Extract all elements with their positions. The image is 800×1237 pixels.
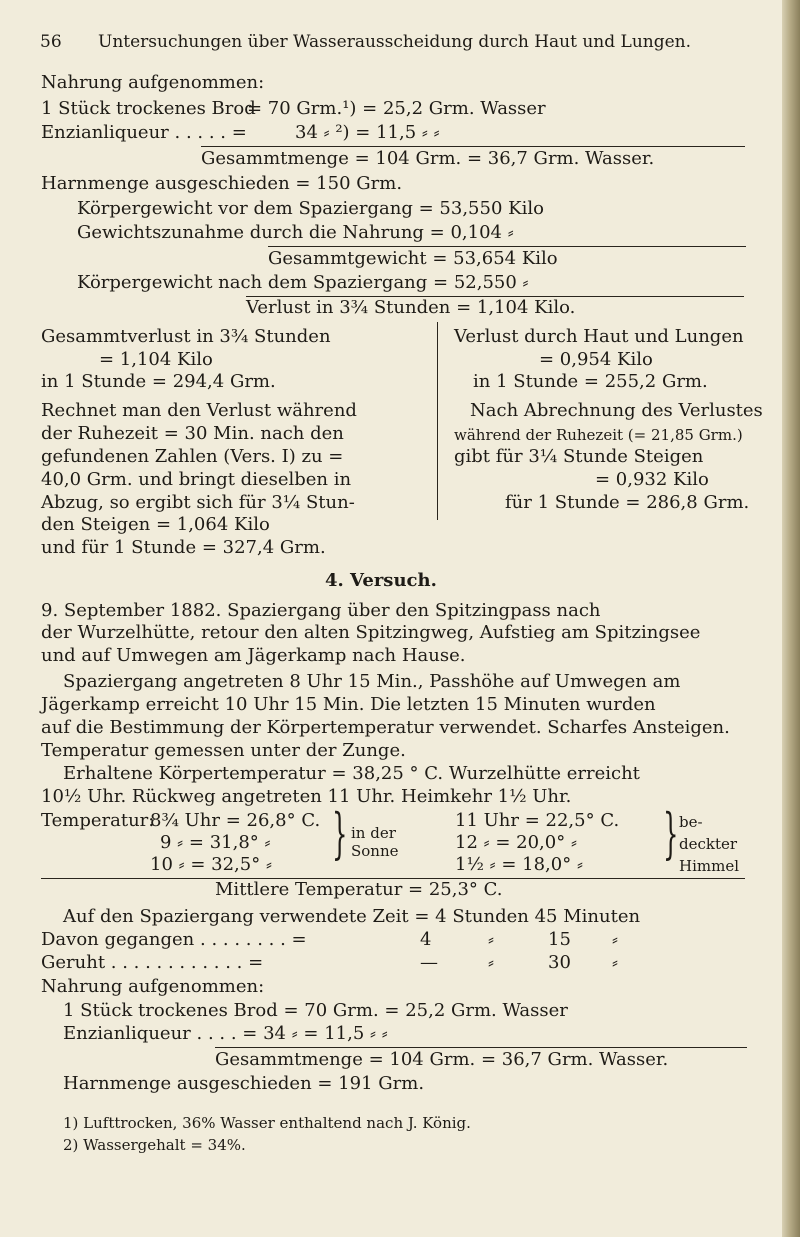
bedeckter-label: be-	[679, 813, 703, 831]
right-col-line: Verlust durch Haut und Lungen	[454, 326, 744, 347]
body-line: Spaziergang angetreten 8 Uhr 15 Min., Passhöhe auf Umwegen am	[63, 671, 681, 692]
harnmenge: Harnmenge ausgeschieden = 191 Grm.	[63, 1073, 425, 1094]
sum-rule	[215, 1047, 747, 1048]
left-col-line: Rechnet man den Verlust während	[41, 400, 357, 421]
intake-heading: Nahrung aufgenommen:	[41, 976, 265, 997]
right-col-line: für 1 Stunde = 286,8 Grm.	[505, 492, 750, 513]
koerpergewicht-nach: Körpergewicht nach dem Spaziergang = 52,550 ⸗	[77, 272, 529, 293]
body-line: der Wurzelhütte, retour den alten Spitzingweg, Aufstieg am Spitzingsee	[41, 622, 701, 643]
right-col-line: = 0,932 Kilo	[595, 469, 709, 490]
temp-sun-row: 9 ⸗ = 31,8° ⸗	[160, 832, 271, 853]
gegangen-hours: 4	[420, 929, 432, 950]
body-line: Jägerkamp erreicht 10 Uhr 15 Min. Die letzten 15 Minuten wurden	[41, 694, 656, 715]
enzian-value: 34 ⸗ ²) = 11,5 ⸗ ⸗	[295, 122, 440, 143]
gewichtszunahme: Gewichtszunahme durch die Nahrung = 0,104 ⸗	[77, 222, 514, 243]
body-line: 9. September 1882. Spaziergang über den Spitzingpass nach	[41, 600, 601, 621]
left-col-line: 40,0 Grm. und bringt dieselben in	[41, 469, 352, 490]
intake-heading: Nahrung aufgenommen:	[41, 72, 265, 93]
geruht-minutes: 30	[548, 952, 571, 973]
right-col-line: Nach Abrechnung des Verlustes	[470, 400, 763, 421]
left-col-line: gefundenen Zahlen (Vers. I) zu =	[41, 446, 344, 467]
right-col-line: in 1 Stunde = 255,2 Grm.	[473, 371, 708, 392]
left-col-line: Gesammtverlust in 3¾ Stunden	[41, 326, 331, 347]
section-title: 4. Versuch.	[325, 570, 437, 591]
gegangen-ditto: ⸗	[488, 929, 494, 950]
left-col-line: = 1,104 Kilo	[99, 349, 213, 370]
koerpergewicht-vor: Körpergewicht vor dem Spaziergang = 53,550 Kilo	[77, 198, 544, 219]
brace-right-icon: }	[332, 802, 348, 865]
right-col-line: während der Ruhezeit (= 21,85 Grm.)	[454, 426, 743, 444]
footnote: 2) Wassergehalt = 34%.	[63, 1136, 246, 1154]
zeit-line: Auf den Spaziergang verwendete Zeit = 4 Stunden 45 Minuten	[63, 906, 641, 927]
left-col-line: Abzug, so ergibt sich für 3¼ Stun-	[41, 492, 355, 513]
bedeckter-label: Himmel	[679, 857, 739, 875]
temp-cloud-row: 11 Uhr = 22,5° C.	[455, 810, 620, 831]
body-line: und auf Umwegen am Jägerkamp nach Hause.	[41, 645, 466, 666]
brot-label: 1 Stück trockenes Brod	[41, 98, 256, 119]
brot-value: = 70 Grm.¹) = 25,2 Grm. Wasser	[247, 98, 546, 119]
enzian-line: Enzianliqueur . . . . = 34 ⸗ = 11,5 ⸗ ⸗	[63, 1023, 388, 1044]
geruht-ditto: ⸗	[612, 952, 618, 973]
verlust-total: Verlust in 3¾ Stunden = 1,104 Kilo.	[246, 297, 576, 318]
left-col-line: in 1 Stunde = 294,4 Grm.	[41, 371, 276, 392]
brot-line: 1 Stück trockenes Brod = 70 Grm. = 25,2 Grm. Wasser	[63, 1000, 568, 1021]
page-number: 56	[40, 32, 62, 52]
gegangen-ditto: ⸗	[612, 929, 618, 950]
gegangen-minutes: 15	[548, 929, 571, 950]
temp-cloud-row: 1½ ⸗ = 18,0° ⸗	[455, 854, 583, 875]
body-line: 10½ Uhr. Rückweg angetreten 11 Uhr. Heimkehr 1½ Uhr.	[41, 786, 572, 807]
body-line: auf die Bestimmung der Körpertemperatur verwendet. Scharfes Ansteigen.	[41, 717, 730, 738]
temp-cloud-row: 12 ⸗ = 20,0° ⸗	[455, 832, 577, 853]
page-edge	[782, 0, 800, 1237]
geruht-ditto: ⸗	[488, 952, 494, 973]
left-col-line: den Steigen = 1,064 Kilo	[41, 514, 270, 535]
geruht-label: Geruht . . . . . . . . . . . . =	[41, 952, 264, 973]
sum-rule	[201, 146, 745, 147]
running-title: Untersuchungen über Wasserausscheidung durch Haut und Lungen.	[98, 32, 692, 52]
left-col-line: und für 1 Stunde = 327,4 Grm.	[41, 537, 326, 558]
temp-sun-row: 8¾ Uhr = 26,8° C.	[150, 810, 321, 831]
body-line: Temperatur gemessen unter der Zunge.	[41, 740, 406, 761]
right-col-line: gibt für 3¼ Stunde Steigen	[454, 446, 704, 467]
right-col-line: = 0,954 Kilo	[539, 349, 653, 370]
body-line: Erhaltene Körpertemperatur = 38,25 ° C. Wurzelhütte erreicht	[63, 763, 640, 784]
gegangen-label: Davon gegangen . . . . . . . . =	[41, 929, 307, 950]
gesammtmenge: Gesammtmenge = 104 Grm. = 36,7 Grm. Wasser.	[215, 1049, 669, 1070]
gesammtmenge: Gesammtmenge = 104 Grm. = 36,7 Grm. Wasser.	[201, 148, 655, 169]
geruht-hours: —	[420, 952, 438, 973]
weight-rule	[268, 246, 746, 247]
temp-sun-row: 10 ⸗ = 32,5° ⸗	[150, 854, 272, 875]
temperature-label: Temperatur:	[41, 810, 155, 831]
left-col-line: der Ruhezeit = 30 Min. nach den	[41, 423, 344, 444]
mittlere-temperatur: Mittlere Temperatur = 25,3° C.	[215, 879, 503, 900]
in-der-label: in der	[351, 824, 396, 842]
column-divider	[437, 322, 438, 520]
enzian-label: Enzianliqueur . . . . . =	[41, 122, 247, 143]
footnote: 1) Lufttrocken, 36% Wasser enthaltend nach J. König.	[63, 1114, 471, 1132]
sonne-label: Sonne	[351, 842, 399, 860]
harnmenge: Harnmenge ausgeschieden = 150 Grm.	[41, 173, 403, 194]
brace-right-icon: }	[663, 802, 679, 865]
bedeckter-label: deckter	[679, 835, 738, 853]
gesammtgewicht: Gesammtgewicht = 53,654 Kilo	[268, 248, 558, 269]
